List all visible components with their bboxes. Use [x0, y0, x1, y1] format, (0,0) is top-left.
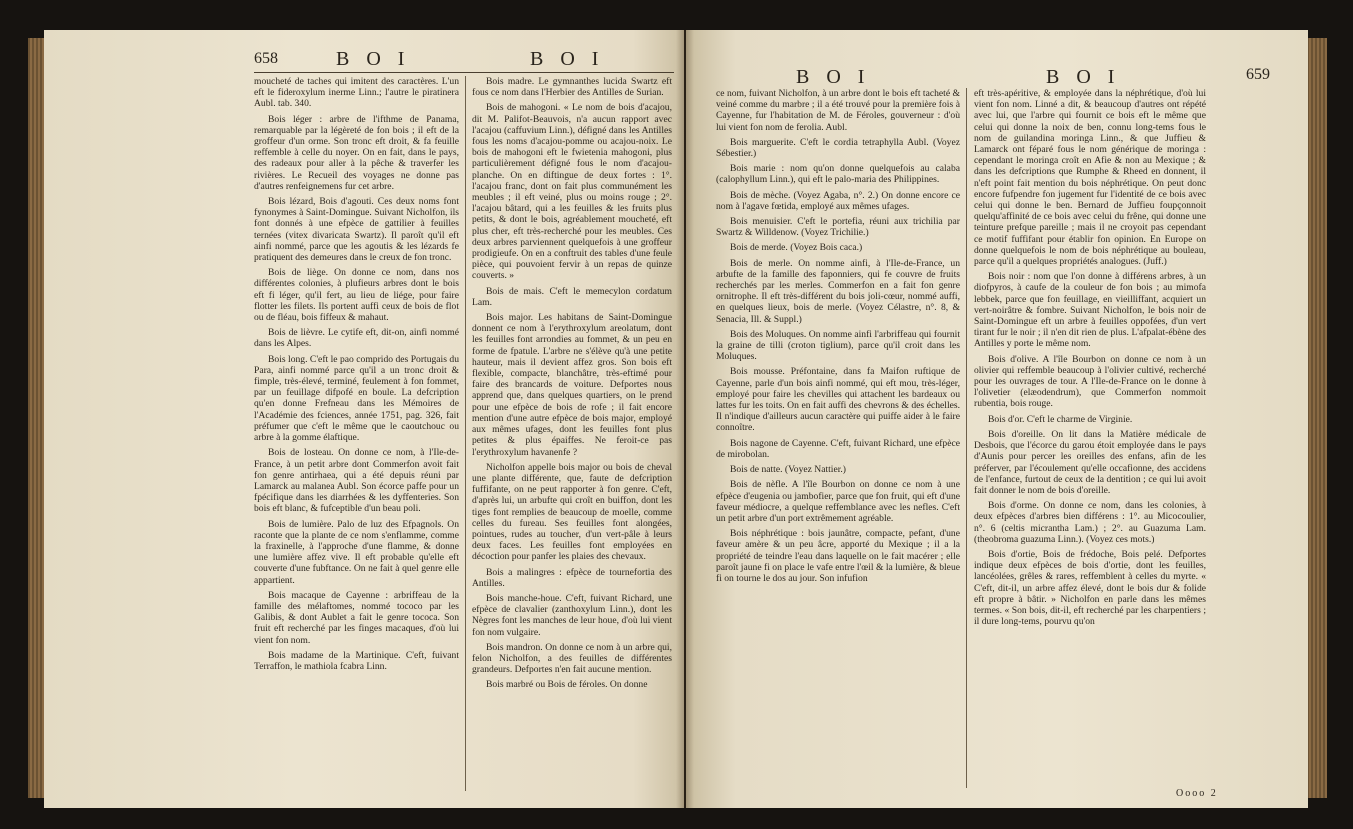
article-paragraph: Bois d'olive. A l'île Bourbon on donne ce nom à un olivier qui reffemble beaucoup à l'olivier cultivé, recherché pour les ouvrages de tour. A l'Ile-de-France on le donne à l'olivetier (elæodendrum), que Commerfon nommoit rubentia, bois rouge.	[974, 353, 1206, 410]
right-page	[686, 30, 1308, 808]
left-page	[44, 30, 684, 808]
article-paragraph: Nicholfon appelle bois major ou bois de cheval une plante différente, que, faute de defcription fuffifante, on ne peut rapporter à fon genre. C'eft, d'après lui, un arbufte qui croît en buiffon, dont les tiges font remplies de beaucoup de moelle, comme celles du fureau. Ses feuilles font alongées, pointues, rudes au toucher, d'un vert-pâle à leurs deux faces. Les feuilles font employées en décoction pour panfer les plaies des chevaux.	[472, 461, 672, 563]
article-paragraph: Bois major. Les habitans de Saint-Domingue donnent ce nom à l'erythroxylum areolatum, dont les feuilles font arrondies au fommet, & un peu en forme de fpatule. L'arbre ne s'élève qu'à une petite hauteur, mais il devient affez gros. Son bois eft flexible, compacte, blanchâtre, très-eftimé pour faire des brancards de voiture. Defportes nous apprend que, dans quelques quartiers, on le prend pour une efpèce de bois de rofe ; il fait encore mention d'une autre efpèce de bois major, employé aux mêmes ufages, dont les feuilles font plus petites & plus épaiffes. Ne feroit-ce pas l'erythroxylum havanenfe ?	[472, 312, 672, 458]
article-paragraph: Bois de mahogoni. « Le nom de bois d'acajou, dit M. Palifot-Beauvois, n'a aucun rapport avec l'acajou (caffuvium Linn.), défigné dans les Antilles fous les noms d'acajou-pomme ou acajou-noix. Le bois de mahogoni eft le fwietenia mahogoni, plus particulièrement défigné fous le nom d'acajou-planche. On en diftingue de deux fortes : 1°. l'acajou franc, dont on fait plus communément les meubles ; il eft veiné, plus ou moins rouge ; 2°. l'acajou bâtard, qui a les feuilles & les fruits plus petits, & dont le bois, agréablement moucheté, eft plus cher, eft très-recherché pour les meubles. Ces deux arbres parviennent quelquefois à une groffeur prodigieufe. On en a conftruit des tables d'une feule pièce, qui pouvoient fervir à un repas de quinze couverts. »	[472, 102, 672, 282]
running-head-right: B O I	[1046, 66, 1121, 88]
gutter-shadow	[676, 30, 694, 808]
article-paragraph: Bois de mèche. (Voyez Agaba, n°. 2.) On donne encore ce nom à l'agave fœtida, employé aux mêmes ufages.	[716, 189, 960, 212]
page-number: 659	[1246, 66, 1270, 83]
article-paragraph: Bois menuisier. C'eft le portefia, réuni aux trichilia par Swartz & Willdenow. (Voyez Trichilie.)	[716, 216, 960, 239]
article-paragraph: Bois a malingres : efpèce de tournefortia des Antilles.	[472, 566, 672, 589]
header-rule	[254, 72, 674, 73]
column-right	[974, 88, 1206, 631]
article-paragraph: Bois long. C'eft le pao comprido des Portugais du Para, ainfi nommé parce qu'il a un tronc droit & fimple, très-élevé, terminé, feulement à fon fommet, par un feuillage difpofé en boule. La defcription qu'en donne Frefneau dans les Mémoires de l'Académie des fciences, année 1751, pag. 326, fait préfumer que c'eft le même que le caoutchouc ou arbre à la gomme élaftique.	[254, 353, 459, 444]
article-paragraph: Bois manche-houe. C'eft, fuivant Richard, une efpèce de clavalier (zanthoxylum Linn.), dont les Nègres font les manches de leur houe, d'où lui vient fon nom vulgaire.	[472, 592, 672, 638]
article-paragraph: Bois des Moluques. On nomme ainfi l'arbriffeau qui fournit la graine de tilli (croton tiglium), parce qu'il croit dans les Moluques.	[716, 328, 960, 363]
article-paragraph: Bois nagone de Cayenne. C'eft, fuivant Richard, une efpèce de mirobolan.	[716, 437, 960, 460]
article-paragraph: Bois de nèfle. A l'île Bourbon on donne ce nom à une efpèce d'eugenia ou jambofier, parce que fon fruit, qui eft d'une faveur médiocre, a quelque reffemblance avec les nefles. C'eft un petit arbre d'un port extrêmement agréable.	[716, 479, 960, 524]
article-paragraph: Bois macaque de Cayenne : arbriffeau de la famille des mélaftomes, nommé tococo par les Galibis, & dont Aublet a fait le genre tococa. Son fruit eft recherché par les finges macaques, d'où lui vient fon nom.	[254, 589, 459, 646]
article-paragraph: Bois de mais. C'eft le memecylon cordatum Lam.	[472, 285, 672, 308]
article-paragraph: Bois néphrétique : bois jaunâtre, compacte, pefant, d'une faveur amère & un peu âcre, apporté du Mexique ; il a la propriété de teindre l'eau dans laquelle on le fait macérer ; elle paroît jaune fi on place le vafe entre l'œil & la lumière, & bleue fi on tourne le dos au jour. Son infufion	[716, 528, 960, 584]
article-paragraph: Bois de merle. On nomme ainfi, à l'Ile-de-France, un arbufte de la famille des faponniers, qui fe couvre de fruits recherchés par les merles. Commerfon en a fait fon genre ornitrophe. Il eft très-différent du bois joli-cœur, nommé auffi, en quelques lieux, bois de merle. (Voyez Célastre, n°. 8, & Senacia, Ill. & Suppl.)	[716, 257, 960, 325]
article-paragraph: Bois de liège. On donne ce nom, dans nos différentes colonies, à plufieurs arbres dont le bois eft fi léger, qu'il fert, au lieu de liége, pour faire flotter les filets. Ils portent auffi ceux de bois de flot ou de fléau, bois fiffeux & mahaut.	[254, 267, 459, 324]
article-paragraph: moucheté de taches qui imitent des caractères. L'un eft le fideroxylum inerme Linn.; l'autre le piratinera Aubl. tab. 340.	[254, 76, 459, 110]
article-paragraph: Bois léger : arbre de l'ifthme de Panama, remarquable par la légèreté de fon bois ; il eft de la groffeur d'un orme. Son tronc eft droit, & fa feuille reffemble à celle du noyer. On en fait, dans le pays, des radeaux pour aller à la pêche & traverfer les rivières. Le Recueil des voyages ne donne pas d'autres renfeignemens fur cet arbre.	[254, 113, 459, 192]
signature-mark: Oooo 2	[1176, 788, 1218, 799]
article-paragraph: Bois de lièvre. Le cytife eft, dit-on, ainfi nommé dans les Alpes.	[254, 327, 459, 350]
article-paragraph: Bois d'ortie, Bois de frédoche, Bois pelé. Defportes indique deux efpèces de bois d'ortie, dont les feuilles, lancéolées, grêles & rares, reffemblent à celles du myrte. « C'eft, dit-il, un arbre affez élevé, dont le bois dur & folide eft propre à bâtir. » Nicholfon en parle dans les mêmes termes. « Son bois, dit-il, eft recherché par les charpentiers ; il dure long-tems, pourvu qu'on	[974, 548, 1206, 628]
article-paragraph: Bois de losteau. On donne ce nom, à l'Ile-de-France, à un petit arbre dont Commerfon avoit fait fon genre antirhaea, qui a été depuis réuni par Lamarck au malanea Aubl. Son écorce paffe pour un fpécifique dans les diarrhées & les dyffenteries. Son bois eft blanc, & fufceptible d'un beau poli.	[254, 447, 459, 515]
article-paragraph: Bois marguerite. C'eft le cordia tetraphylla Aubl. (Voyez Sébestier.)	[716, 136, 960, 160]
article-paragraph: Bois de lumière. Palo de luz des Efpagnols. On raconte que la plante de ce nom s'enflamme, comme la fraxinelle, à l'approche d'une flamme, & donne une lumière affez vive. Il eft probable qu'elle eft couverte d'une fubftance. On ne fait à quel genre elle appartient.	[254, 518, 459, 586]
article-paragraph: Bois marie : nom qu'on donne quelquefois au calaba (calophyllum Linn.), qui eft le palo-maria des Philippines.	[716, 163, 960, 186]
article-paragraph: Bois de natte. (Voyez Nattier.)	[730, 464, 846, 476]
running-head-left: B O I	[336, 48, 411, 70]
article-paragraph: Bois madame de la Martinique. C'eft, fuivant Terraffon, le mathiola fcabra Linn.	[254, 649, 459, 672]
article-paragraph: Bois madre. Le gymnanthes lucida Swartz eft fous ce nom dans l'Herbier des Antilles de Surian.	[472, 76, 672, 99]
column-right	[472, 76, 672, 695]
column-divider	[966, 88, 967, 788]
page-number: 658	[254, 50, 278, 67]
article-paragraph: Bois mandron. On donne ce nom à un arbre qui, felon Nicholfon, a des feuilles de différentes grandeurs. Defportes n'en fait aucune mention.	[472, 641, 672, 676]
article-paragraph: Bois d'orme. On donne ce nom, dans les colonies, à deux efpèces d'arbres bien différens : 1°. au Micocoulier, n°. 6 (celtis micrantha Lam.) ; 2°. au Guazuma Lam. (theobroma guazuma Linn.). (Voyez ces mots.)	[974, 500, 1206, 545]
article-paragraph: Bois marbré ou Bois de féroles. On donne	[486, 679, 648, 691]
running-head-left: B O I	[796, 66, 871, 88]
column-divider	[465, 76, 466, 791]
article-paragraph: Bois d'or. C'eft le charme de Virginie.	[988, 413, 1133, 425]
running-head-right: B O I	[530, 48, 605, 70]
column-left	[716, 88, 960, 588]
article-paragraph: Bois noir : nom que l'on donne à différens arbres, à un diofpyros, à caufe de la couleur de fon bois ; au mimofa lebbek, parce que fon feuillage, en vieilliffant, acquiert un vert-noirâtre & fombre. Suivant Nicholfon, le bois noir de Saint-Domingue eft un arbre à feuilles oppofées, d'un vert tirant fur le noir ; il n'en dit rien de plus. L'afpalat-ébène des Antilles y porte le même nom.	[974, 271, 1206, 350]
article-paragraph: Bois mousse. Préfontaine, dans fa Maifon ruftique de Cayenne, parle d'un bois ainfi nommé, qui eft mou, très-léger, employé pour faire les chevilles qui attachent les bardeaux ou lattes fur les toits. On en fait auffi des chevrons & des échelles. Il n'indique d'ailleurs aucun caractère qui puiffe aider à le faire connoître.	[716, 366, 960, 434]
article-paragraph: eft très-apéritive, & employée dans la néphrétique, d'où lui vient fon nom. Linné a dit, & beaucoup d'autres ont répété avec lui, que l'arbre qui fournit ce bois eft le même que celui qui donne la noix de ben, connu long-tems fous le nom de guilandina moringa Linn., & que Juffieu & Lamarck ont féparé fous le nom générique de moringa : cependant le moringa croît en Afie & non au Mexique ; & dans les defcriptions que Rumphe & Rheed en donnent, il n'eft point fait mention du bois néphrétique. On peut donc encore fufpendre fon jugement fur l'identité de ce bois avec celui qui donne le ben. Bernard de Juffieu foupçonnoit quelqu'affinité de ce bois avec celui du frêne, qui donne une teinture prefque pareille ; mais il ne croyoit pas cependant ce motif fuffifant pour établir fon opinion. En Europe on donne quelquefois le nom de bois néphrétique au bouleau, parce qu'il a quelques propriétés analogues. (Juff.)	[974, 88, 1206, 268]
book-edge-right	[1305, 38, 1327, 798]
column-left	[254, 76, 459, 676]
article-paragraph: Bois lézard, Bois d'agouti. Ces deux noms font fynonymes à Saint-Domingue. Suivant Nicholfon, ils font donnés à une efpèce de gattilier à feuilles ternées (vitex divaricata Swartz). Il paroît qu'il eft ainfi nommé, parce que les agoutis & les lézards fe pratiquent des demeures dans le creux de fon tronc.	[254, 196, 459, 264]
article-paragraph: Bois d'oreille. On lit dans la Matière médicale de Desbois, que l'écorce du garou étoit employée dans le pays d'Aunis pour percer les oreilles des enfans, afin de les préferver, par l'écoulement qu'elle occafionne, des accidens de l'enfance, furtout de ceux de la dentition ; ce qui lui avoit fait donner le nom de bois d'oreille.	[974, 428, 1206, 496]
article-paragraph: ce nom, fuivant Nicholfon, à un arbre dont le bois eft tacheté & veiné comme du marbre ; il a été trouvé pour la première fois à Cayenne, fur l'habitation de M. de Féroles, gouverneur : d'où lui vient fon nom de ferolia. Aubl.	[716, 88, 960, 133]
article-paragraph: Bois de merde. (Voyez Bois caca.)	[730, 242, 863, 254]
